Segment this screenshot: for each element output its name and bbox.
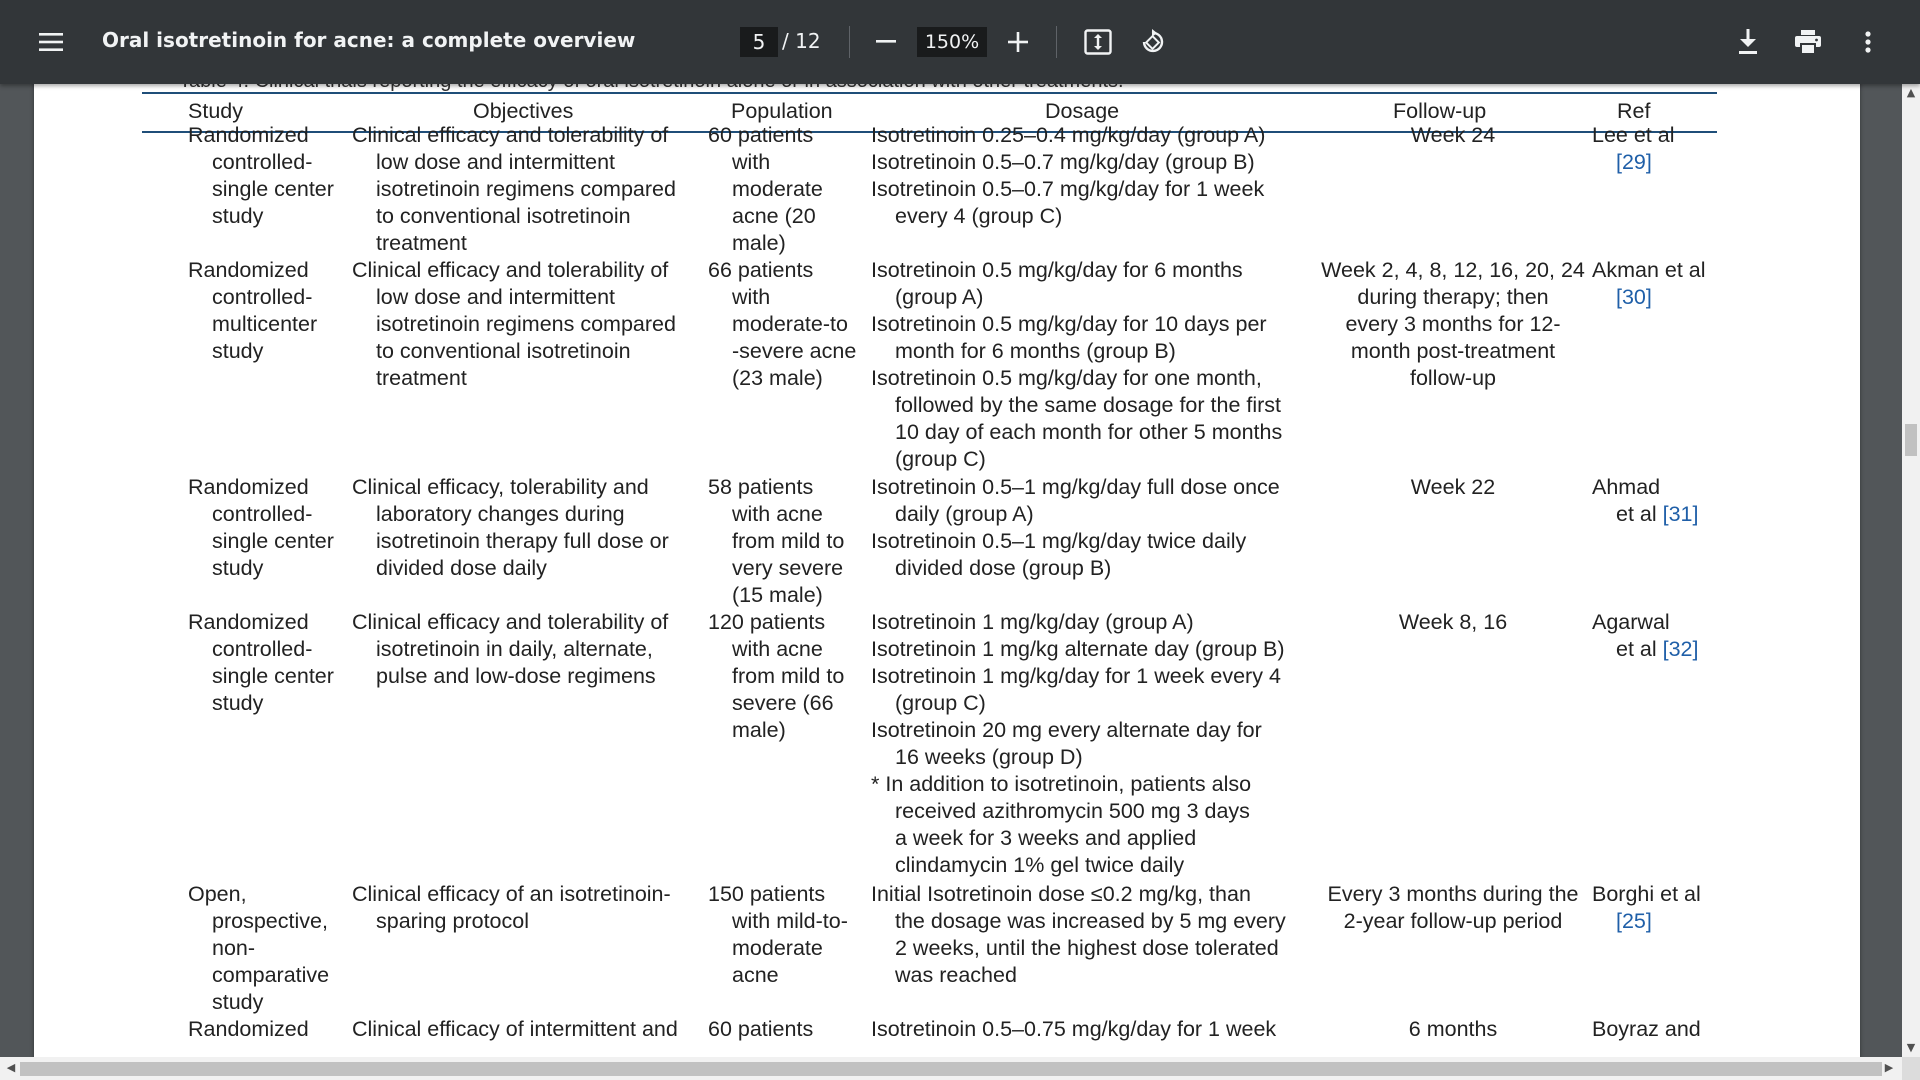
objectives-line: Clinical efficacy, tolerability and xyxy=(352,475,649,499)
dosage-line: Isotretinoin 0.25–0.4 mg/kg/day (group A) xyxy=(871,123,1266,147)
study-line: Open, xyxy=(188,882,247,906)
study-line: study xyxy=(212,691,264,715)
cell-population xyxy=(708,881,848,989)
population-line: from mild to xyxy=(732,529,845,553)
population-line: male) xyxy=(732,718,786,742)
zoom-level-input[interactable] xyxy=(917,27,987,57)
study-line: controlled- xyxy=(212,150,313,174)
objectives-line: to conventional isotretinoin xyxy=(376,204,631,228)
population-line: 120 patients xyxy=(708,610,826,634)
objectives-line: low dose and intermittent xyxy=(376,150,616,174)
followup-line: Week 2, 4, 8, 12, 16, 20, 24 xyxy=(1321,258,1585,282)
dosage-line: Isotretinoin 0.5–0.75 mg/kg/day for 1 week xyxy=(871,1017,1277,1041)
cell-dosage xyxy=(871,474,1280,582)
dosage-line: followed by the same dosage for the first xyxy=(895,393,1282,417)
followup-line: Every 3 months during the xyxy=(1327,882,1579,906)
objectives-line: Clinical efficacy of intermittent and xyxy=(352,1017,678,1041)
objectives-line: isotretinoin in daily, alternate, xyxy=(376,637,653,661)
cell-population xyxy=(708,1016,813,1043)
scroll-down-icon[interactable]: ▼ xyxy=(1906,1041,1916,1054)
population-line: male) xyxy=(732,231,786,255)
dosage-line: Isotretinoin 0.5–0.7 mg/kg/day (group B) xyxy=(871,150,1255,174)
cell-ref xyxy=(1592,257,1706,311)
cell-study xyxy=(188,257,317,365)
study-line: controlled- xyxy=(212,637,313,661)
ref-author: Akman et al xyxy=(1592,258,1706,282)
ref-author: et al xyxy=(1616,502,1657,526)
study-line: Randomized xyxy=(188,258,309,282)
dosage-line: the dosage was increased by 5 mg every xyxy=(895,909,1286,933)
cell-followup xyxy=(1308,609,1598,636)
horizontal-scrollbar[interactable] xyxy=(0,1057,1920,1080)
scroll-right-icon[interactable]: ▶ xyxy=(1884,1061,1894,1074)
population-line: 150 patients xyxy=(708,882,826,906)
cell-dosage xyxy=(871,881,1286,989)
population-line: with acne xyxy=(732,502,823,526)
population-line: (23 male) xyxy=(732,366,823,390)
cell-dosage xyxy=(871,122,1265,230)
population-line: acne xyxy=(732,963,779,987)
rotate-icon[interactable] xyxy=(1134,24,1170,60)
header-population: Population xyxy=(731,99,833,123)
toolbar-divider xyxy=(849,26,850,58)
cell-ref xyxy=(1592,474,1699,528)
study-line: controlled- xyxy=(212,285,313,309)
vertical-scrollbar[interactable] xyxy=(1902,84,1920,1057)
dosage-line: divided dose (group B) xyxy=(895,556,1112,580)
followup-line: 2-year follow-up period xyxy=(1343,909,1563,933)
horizontal-scroll-thumb[interactable] xyxy=(20,1062,1882,1076)
ref-author: Ahmad xyxy=(1592,475,1661,499)
followup-line: follow-up xyxy=(1409,366,1497,390)
header-study: Study xyxy=(188,99,243,123)
cell-population xyxy=(708,474,844,609)
cell-study xyxy=(188,474,334,582)
header-ref: Ref xyxy=(1617,99,1651,123)
dosage-line: Isotretinoin 0.5–0.7 mg/kg/day for 1 week xyxy=(871,177,1265,201)
population-line: -severe acne xyxy=(732,339,857,363)
dosage-line: was reached xyxy=(895,963,1017,987)
study-line: Randomized xyxy=(188,1017,309,1041)
dosage-line: (group C) xyxy=(895,691,986,715)
ref-author: Borghi et al xyxy=(1592,882,1701,906)
cell-objectives xyxy=(352,474,669,582)
dosage-line: month for 6 months (group B) xyxy=(895,339,1176,363)
study-line: study xyxy=(212,556,264,580)
cell-objectives xyxy=(352,122,676,257)
study-line: Randomized xyxy=(188,475,309,499)
cell-population xyxy=(708,122,823,257)
menu-icon[interactable] xyxy=(32,22,70,62)
study-line: study xyxy=(212,339,264,363)
population-line: with xyxy=(732,150,771,174)
page-total: / 12 xyxy=(782,29,821,53)
objectives-line: treatment xyxy=(376,366,467,390)
dosage-line: received azithromycin 500 mg 3 days xyxy=(895,799,1250,823)
objectives-line: to conventional isotretinoin xyxy=(376,339,631,363)
cell-study xyxy=(188,1016,309,1043)
cell-objectives xyxy=(352,609,668,690)
dosage-line: (group A) xyxy=(895,285,984,309)
dosage-line: clindamycin 1% gel twice daily xyxy=(895,853,1185,877)
cell-population xyxy=(708,257,856,392)
cell-ref xyxy=(1592,609,1699,663)
reference-link[interactable]: [30] xyxy=(1616,285,1652,309)
dosage-line: Initial Isotretinoin dose ≤0.2 mg/kg, than xyxy=(871,882,1251,906)
cell-dosage xyxy=(871,609,1285,879)
population-line: very severe xyxy=(732,556,844,580)
page-number-input[interactable] xyxy=(740,27,778,57)
ref-line xyxy=(1592,908,1701,935)
population-line: severe (66 xyxy=(732,691,834,715)
study-line: prospective, xyxy=(212,909,328,933)
dosage-line: every 4 (group C) xyxy=(895,204,1063,228)
dosage-line: daily (group A) xyxy=(895,502,1034,526)
dosage-line: Isotretinoin 20 mg every alternate day for xyxy=(871,718,1262,742)
followup-line: Week 24 xyxy=(1410,123,1496,147)
dosage-line: Isotretinoin 0.5–1 mg/kg/day full dose once xyxy=(871,475,1280,499)
population-line: 58 patients xyxy=(708,475,814,499)
cell-objectives xyxy=(352,1016,678,1043)
objectives-line: divided dose daily xyxy=(376,556,547,580)
toolbar-divider xyxy=(1056,26,1057,58)
header-objectives: Objectives xyxy=(473,99,574,123)
vertical-scroll-thumb[interactable] xyxy=(1905,424,1917,456)
objectives-line: isotretinoin therapy full dose or xyxy=(376,529,669,553)
cell-study xyxy=(188,881,329,1016)
header-follow-up: Follow-up xyxy=(1393,99,1487,123)
study-line: study xyxy=(212,990,264,1014)
followup-line: every 3 months for 12- xyxy=(1345,312,1561,336)
dosage-line: Isotretinoin 1 mg/kg alternate day (group B) xyxy=(871,637,1285,661)
ref-author: Boyraz and xyxy=(1592,1017,1701,1041)
study-line: study xyxy=(212,204,264,228)
cell-ref xyxy=(1592,122,1674,176)
population-line: from mild to xyxy=(732,664,845,688)
cell-followup xyxy=(1308,1016,1598,1043)
cell-objectives xyxy=(352,881,671,935)
scroll-up-icon[interactable]: ▲ xyxy=(1906,86,1916,99)
reference-link[interactable]: [32] xyxy=(1662,637,1699,661)
followup-line: during therapy; then xyxy=(1357,285,1549,309)
dosage-line: Isotretinoin 0.5–1 mg/kg/day twice daily xyxy=(871,529,1247,553)
population-line: 66 patients xyxy=(708,258,814,282)
ref-author: Agarwal xyxy=(1592,610,1670,634)
study-line: non- xyxy=(212,936,256,960)
cell-ref xyxy=(1592,1016,1701,1043)
reference-link[interactable]: [29] xyxy=(1616,150,1652,174)
cell-study xyxy=(188,609,334,717)
ref-line xyxy=(1592,501,1699,528)
cell-population xyxy=(708,609,844,744)
study-line: comparative xyxy=(212,963,330,987)
objectives-line: Clinical efficacy and tolerability of xyxy=(352,258,669,282)
study-line: controlled- xyxy=(212,502,313,526)
objectives-line: low dose and intermittent xyxy=(376,285,616,309)
ref-author: Lee et al xyxy=(1592,123,1675,147)
ref-line xyxy=(1592,284,1706,311)
zoom-in-icon[interactable] xyxy=(1002,26,1034,58)
study-line: single center xyxy=(212,177,334,201)
population-line: 60 patients xyxy=(708,123,814,147)
followup-line: month post-treatment xyxy=(1350,339,1556,363)
population-line: (15 male) xyxy=(732,583,823,607)
download-icon[interactable] xyxy=(1730,24,1766,60)
cell-study xyxy=(188,122,334,230)
study-line: single center xyxy=(212,664,334,688)
followup-line: Week 22 xyxy=(1410,475,1496,499)
population-line: moderate xyxy=(732,936,823,960)
followup-line: Week 8, 16 xyxy=(1398,610,1508,634)
header-dosage: Dosage xyxy=(1045,99,1120,123)
dosage-line: 10 day of each month for other 5 months xyxy=(895,420,1283,444)
reference-link[interactable]: [25] xyxy=(1616,909,1652,933)
objectives-line: isotretinoin regimens compared xyxy=(376,312,676,336)
dosage-line: 16 weeks (group D) xyxy=(895,745,1083,769)
objectives-line: Clinical efficacy and tolerability of xyxy=(352,610,669,634)
print-icon[interactable] xyxy=(1790,24,1826,60)
table-top-rule xyxy=(142,92,1717,94)
scrollbar-corner xyxy=(1902,1057,1920,1080)
fit-page-icon[interactable] xyxy=(1080,24,1116,60)
cell-followup xyxy=(1308,257,1598,392)
dosage-line: Isotretinoin 0.5 mg/kg/day for 6 months xyxy=(871,258,1243,282)
population-line: 60 patients xyxy=(708,1017,814,1041)
objectives-line: sparing protocol xyxy=(376,909,529,933)
reference-link[interactable]: [31] xyxy=(1662,502,1699,526)
objectives-line: laboratory changes during xyxy=(376,502,625,526)
study-line: multicenter xyxy=(212,312,318,336)
cell-ref xyxy=(1592,881,1701,935)
dosage-line: Isotretinoin 1 mg/kg/day (group A) xyxy=(871,610,1194,634)
cell-followup xyxy=(1308,474,1598,501)
objectives-line: isotretinoin regimens compared xyxy=(376,177,676,201)
objectives-line: Clinical efficacy and tolerability of xyxy=(352,123,669,147)
cell-followup xyxy=(1308,881,1598,935)
cell-dosage xyxy=(871,257,1282,473)
dosage-line: Isotretinoin 1 mg/kg/day for 1 week every 4 xyxy=(871,664,1281,688)
cell-objectives xyxy=(352,257,676,392)
population-line: moderate-to xyxy=(732,312,848,336)
pdf-toolbar xyxy=(0,0,1920,84)
objectives-line: treatment xyxy=(376,231,467,255)
dosage-line: a week for 3 weeks and applied xyxy=(895,826,1197,850)
dosage-line: * In addition to isotretinoin, patients also xyxy=(871,772,1252,796)
pdf-viewer[interactable] xyxy=(0,84,1902,1057)
population-line: with acne xyxy=(732,637,823,661)
dosage-line: Isotretinoin 0.5 mg/kg/day for one month, xyxy=(871,366,1262,390)
more-vert-icon[interactable] xyxy=(1852,24,1884,60)
dosage-line: Isotretinoin 0.5 mg/kg/day for 10 days per xyxy=(871,312,1267,336)
objectives-line: Clinical efficacy of an isotretinoin- xyxy=(352,882,671,906)
dosage-line: (group C) xyxy=(895,447,986,471)
document-title: Oral isotretinoin for acne: a complete overview xyxy=(102,28,636,52)
ref-author: et al xyxy=(1616,637,1657,661)
followup-line: 6 months xyxy=(1408,1017,1498,1041)
population-line: acne (20 xyxy=(732,204,816,228)
population-line: with mild-to- xyxy=(732,909,848,933)
ref-line xyxy=(1592,636,1699,663)
study-line: Randomized xyxy=(188,123,309,147)
study-line: Randomized xyxy=(188,610,309,634)
dosage-line: 2 weeks, until the highest dose tolerated xyxy=(895,936,1279,960)
cell-dosage xyxy=(871,1016,1276,1043)
study-line: single center xyxy=(212,529,334,553)
ref-line xyxy=(1592,149,1674,176)
zoom-out-icon[interactable] xyxy=(870,26,902,58)
population-line: with xyxy=(732,285,771,309)
cell-followup xyxy=(1308,122,1598,149)
objectives-line: pulse and low-dose regimens xyxy=(376,664,656,688)
scroll-left-icon[interactable]: ◀ xyxy=(6,1061,16,1074)
population-line: moderate xyxy=(732,177,823,201)
